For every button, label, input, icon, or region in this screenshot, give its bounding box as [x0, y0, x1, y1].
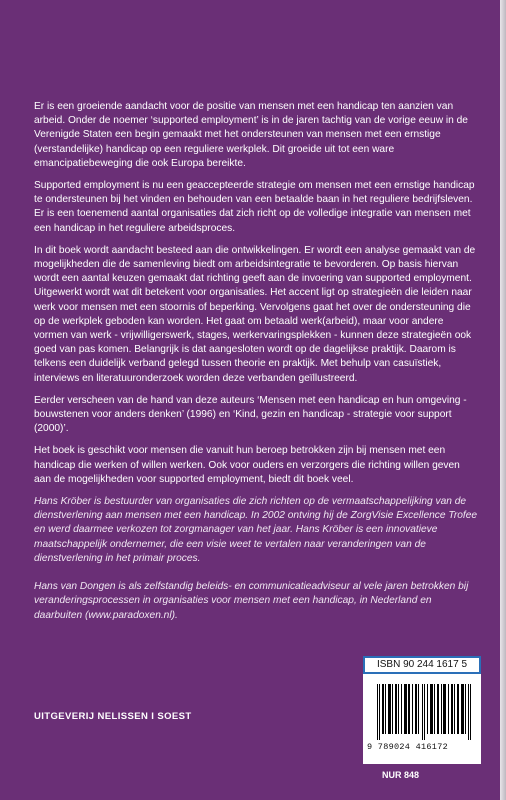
paragraph-intro: Er is een groeiende aandacht voor de positie van mensen met een handicap ten aanzien van arbeid. Onder de noemer ‘supported employment’ is in de jaren tachtig van de vorige eeuw in de Verenigde Staten een begin gemaakt met het ondersteunen van mensen met een ernstige (verstandelijke) handicap op een reguliere werkplek. Dit groeide uit tot een ware emancipatiebeweging die ook Europa bereikte. — [34, 101, 468, 169]
publisher-name: UITGEVERIJ NELISSEN I SOEST — [34, 711, 192, 722]
paragraph-supported-employment: Supported employment is nu een geaccepteerde strategie om mensen met een ernstige handicap te ondersteunen bij het vinden en behouden van een betaalde baan in het reguliere bedrijfsleven. Er is een toenemend aantal organisaties dat zich richt op de volledige integratie van mensen met een handicap in het reguliere arbeidsproces. — [34, 180, 475, 234]
page-edge — [500, 0, 506, 800]
author-bio-van-dongen: Hans van Dongen is als zelfstandig beleids- en communicatieadviseur al vele jaren betrokken bij veranderingsprocessen in organisaties voor mensen met een handicap, in Nederland en daarbuiten (www.paradoxen.nl). — [34, 581, 469, 621]
nur-code: NUR 848 — [382, 770, 420, 780]
blurb — [34, 100, 478, 631]
barcode-block — [363, 656, 481, 764]
paragraph-audience: Het boek is geschikt voor mensen die vanuit hun beroep betrokken zijn bij mensen met een handicap die werken of willen werken. Ook voor ouders en verzorgers die richting willen geven aan de mogelijkheden voor supported employment, biedt dit boek veel. — [34, 445, 460, 485]
barcode-number: 9 789024 416172 — [367, 742, 449, 752]
barcode-icon — [377, 684, 473, 740]
isbn-label: ISBN 90 244 1617 5 — [363, 656, 481, 674]
paragraph-previous-books: Eerder verscheen van de hand van deze auteurs ‘Mensen met een handicap en hun omgeving - bouwstenen voor anders denken’ (1996) en ‘Kind, gezin en handicap - strategie voor support (2000)’. — [34, 394, 467, 435]
paragraph-book-content: In dit boek wordt aandacht besteed aan die ontwikkelingen. Er wordt een analyse gemaakt van de mogelijkheden die de samenleving biedt om arbeidsintegratie te bevorderen. Op basis hiervan wordt een aantal keuzen gemaakt dat richting geeft aan de invoering van supported employment. Uitgewerkt wordt wat dit betekent voor organisaties. Het accent ligt op strategieën die leiden naar werk voor mensen met een stoornis of beperking. Vervolgens gaat het over de ondersteuning die op de werkplek geboden kan worden. Het gaat om betaald werk(arbeid), maar voor andere vormen van werk - vrijwilligerswerk, stages, werkervaringsplekken - kunnen deze strategieën ook goed van pas komen. Belangrijk is dat aangesloten wordt op de dagelijkse praktijk. Daarom is telkens een duidelijk verband gelegd tussen theorie en praktijk. Met behulp van casuïstiek, interviews en literatuuronderzoek worden deze verbanden geïllustreerd. — [34, 244, 476, 384]
author-bio-krober: Hans Kröber is bestuurder van organisaties die zich richten op de vermaatschappelijking van de dienstverlening aan mensen met een handicap. In 2002 ontving hij de ZorgVisie Excellence Trofee en werd daarmee verkozen tot zorgmanager van het jaar. Hans Kröber is een innovatieve maatschappelijk ondernemer, die een visie weet te vertalen naar veranderingen van de dienstverlening in het primair proces. — [34, 496, 478, 564]
